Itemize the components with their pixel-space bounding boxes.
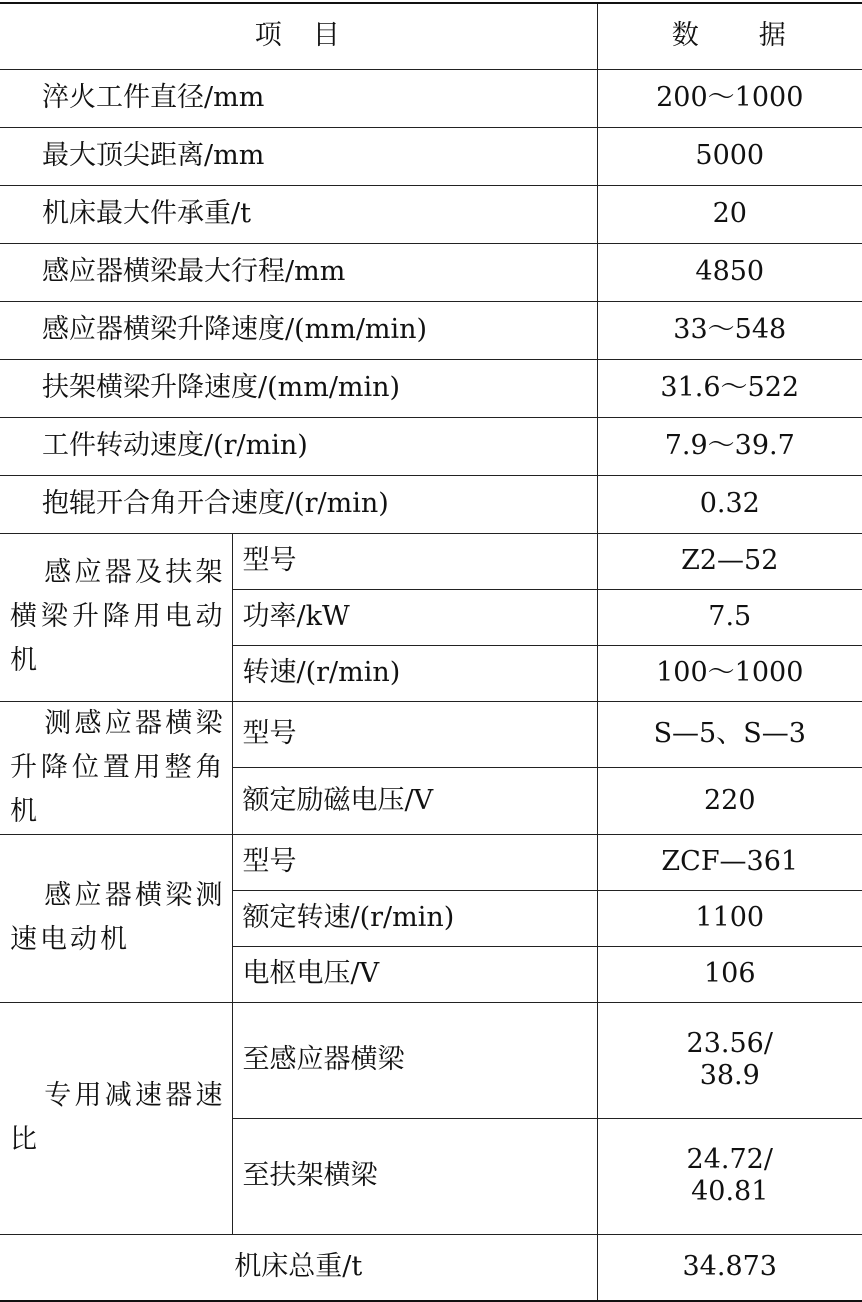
- sub-label: 额定转速/(r/min): [232, 890, 597, 946]
- table-row: [0, 127, 862, 185]
- table-row: [0, 69, 862, 127]
- sub-label: 电枢电压/V: [232, 946, 597, 1002]
- header-item: 项 目: [0, 3, 597, 69]
- table-row: [0, 834, 862, 890]
- row-value: 33～548: [597, 301, 862, 359]
- total-weight-value: 34.873: [597, 1234, 862, 1301]
- sub-value: 1100: [597, 890, 862, 946]
- sub-value: ZCF—361: [597, 834, 862, 890]
- header-data: 数 据: [597, 3, 862, 69]
- sub-value: 23.56/ 38.9: [597, 1002, 862, 1118]
- table-row: [0, 417, 862, 475]
- sub-value: 100～1000: [597, 645, 862, 701]
- table-row: [0, 185, 862, 243]
- sub-value: 220: [597, 768, 862, 835]
- row-value: 0.32: [597, 475, 862, 533]
- table-row: [0, 301, 862, 359]
- table-row: [0, 359, 862, 417]
- sub-label: 型号: [232, 701, 597, 768]
- group-title: 感应器横梁测速电动机: [0, 834, 232, 1002]
- group-title: 专用减速器速比: [0, 1002, 232, 1234]
- sub-label: 转速/(r/min): [232, 645, 597, 701]
- sub-label: 功率/kW: [232, 589, 597, 645]
- table-row: [0, 475, 862, 533]
- sub-value: S—5、S—3: [597, 701, 862, 768]
- row-label: 扶架横梁升降速度/(mm/min): [0, 359, 597, 417]
- sub-label: 型号: [232, 834, 597, 890]
- table-row: [0, 533, 862, 589]
- sub-label: 型号: [232, 533, 597, 589]
- header-row: [0, 3, 862, 69]
- row-label: 最大顶尖距离/mm: [0, 127, 597, 185]
- row-value: 7.9～39.7: [597, 417, 862, 475]
- row-label: 淬火工件直径/mm: [0, 69, 597, 127]
- row-value: 5000: [597, 127, 862, 185]
- sub-value: 106: [597, 946, 862, 1002]
- sub-value: 24.72/ 40.81: [597, 1118, 862, 1234]
- spec-table: [0, 2, 862, 1302]
- total-weight-label: 机床总重/t: [0, 1234, 597, 1301]
- sub-label: 至感应器横梁: [232, 1002, 597, 1118]
- row-label: 抱辊开合角开合速度/(r/min): [0, 475, 597, 533]
- table-row: [0, 1002, 862, 1118]
- table-row: [0, 701, 862, 768]
- sub-label: 至扶架横梁: [232, 1118, 597, 1234]
- sub-value: 7.5: [597, 589, 862, 645]
- table-row: [0, 243, 862, 301]
- footer-row: [0, 1234, 862, 1301]
- group-title: 感应器及扶架横梁升降用电动机: [0, 533, 232, 701]
- row-value: 31.6～522: [597, 359, 862, 417]
- row-label: 机床最大件承重/t: [0, 185, 597, 243]
- row-label: 感应器横梁升降速度/(mm/min): [0, 301, 597, 359]
- sub-value: Z2—52: [597, 533, 862, 589]
- row-value: 20: [597, 185, 862, 243]
- group-title: 测感应器横梁升降位置用整角机: [0, 701, 232, 834]
- row-label: 感应器横梁最大行程/mm: [0, 243, 597, 301]
- row-label: 工件转动速度/(r/min): [0, 417, 597, 475]
- row-value: 4850: [597, 243, 862, 301]
- sub-label: 额定励磁电压/V: [232, 768, 597, 835]
- row-value: 200～1000: [597, 69, 862, 127]
